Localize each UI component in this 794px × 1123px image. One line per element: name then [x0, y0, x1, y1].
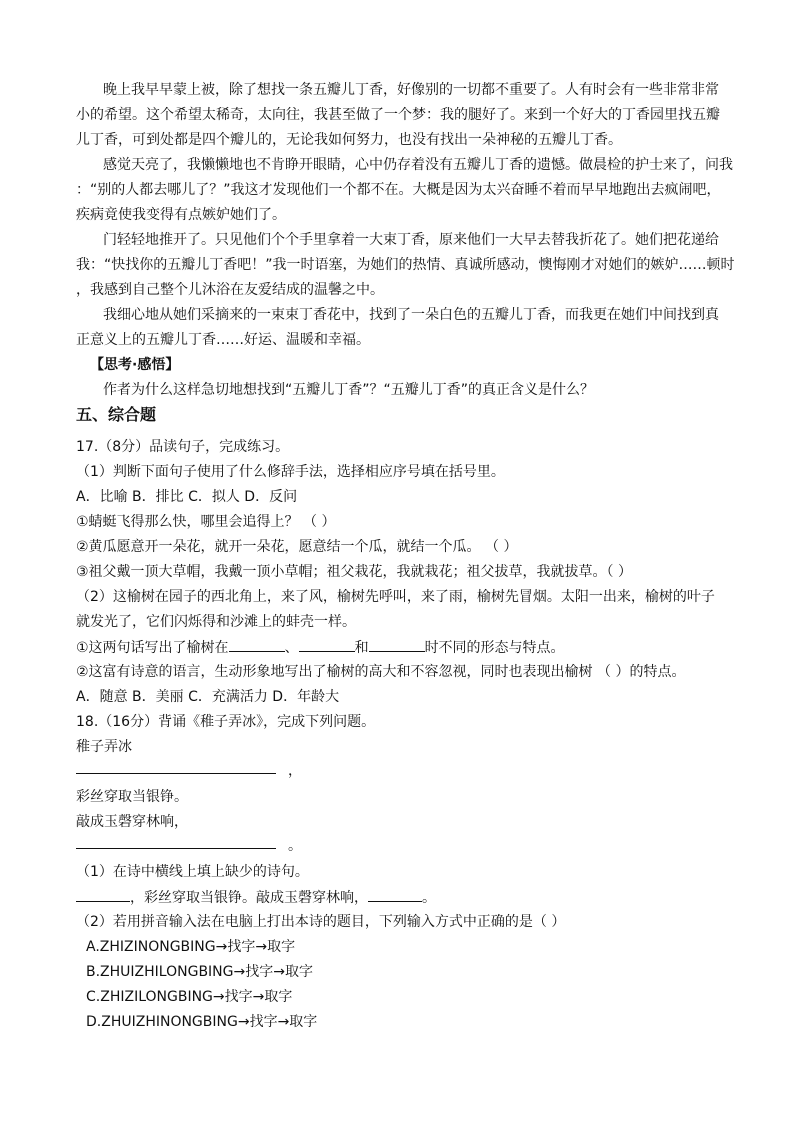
question-18-part1-fill: ，彩丝穿取当银铮。敲成玉磬穿林响， 。 — [76, 887, 436, 908]
passage-line: 我：“快找你的五瓣儿丁香吧！”我一时语塞，为她们的热情、真诚所感动，懊悔刚才对她们的嫉妒……顿时 — [76, 257, 735, 273]
answer-blank[interactable] — [369, 637, 425, 652]
passage-line: 我细心地从她们采摘来的一束束丁香花中，找到了一朵白色的五瓣儿丁香，而我更在她们中间找到真 — [103, 307, 719, 323]
question-17-sentence-1: ①蜻蜓飞得那么快，哪里会追得上？ （ ） — [76, 514, 336, 530]
question-17-part2-line1: （2）这榆树在园子的西北角上，来了风，榆树先呼叫，来了雨，榆树先冒烟。太阳一出来，榆树的叶子 — [76, 589, 715, 605]
question-17-blank-2-options: A．随意 B．美丽 C．充满活力 D．年龄大 — [76, 689, 340, 705]
poem-line-2: 彩丝穿取当银铮。 — [76, 789, 188, 805]
passage-line: 儿丁香，可到处都是四个瓣儿的，无论我如何努力，也没有找出一朵神秘的五瓣儿丁香。 — [76, 132, 622, 148]
question-17-blank-2: ②这富有诗意的语言，生动形象地写出了榆树的高大和不容忽视，同时也表现出榆树 （ ）的特点。 — [76, 664, 686, 680]
poem-title: 稚子弄冰 — [76, 739, 132, 755]
passage-line: 门轻轻地推开了。只见他们个个手里拿着一大束丁香，原来他们一大早去替我折花了。她们把花递给 — [103, 232, 719, 248]
poem-blank-line-1[interactable] — [76, 773, 276, 774]
question-17-sentence-3: ③祖父戴一顶大草帽，我戴一顶小草帽；祖父栽花，我就栽花；祖父拔草，我就拔草。（ ） — [76, 564, 632, 580]
section-title: 五、综合题 — [76, 405, 157, 424]
option-c: C.ZHIZILONGBING→找字→取字 — [86, 989, 293, 1005]
option-a: A.ZHIZINONGBING→找字→取字 — [86, 939, 296, 955]
passage-line: ，我感到自己整个儿沐浴在友爱结成的温馨之中。 — [76, 282, 384, 298]
answer-blank[interactable] — [299, 637, 355, 652]
poem-line1-punct: ， — [288, 763, 302, 779]
passage-line: 小的希望。这个希望太稀奇，太向往，我甚至做了一个梦：我的腿好了。来到一个好大的丁香园里找五瓣 — [76, 107, 720, 123]
reflect-label: 【思考·感悟】 — [90, 357, 180, 373]
question-17-part2-line2: 就发光了，它们闪烁得和沙滩上的蚌壳一样。 — [76, 614, 356, 630]
answer-blank[interactable] — [229, 637, 285, 652]
question-17-title: 17.（8分）品读句子，完成练习。 — [76, 439, 290, 455]
question-17-part1: （1）判断下面句子使用了什么修辞手法，选择相应序号填在括号里。 — [76, 464, 505, 480]
question-18-part1: （1）在诗中横线上填上缺少的诗句。 — [76, 864, 309, 880]
question-17-blank-1: ①这两句话写出了榆树在 、 和 时不同的形态与特点。 — [76, 637, 565, 658]
question-17-options: A．比喻 B．排比 C．拟人 D．反问 — [76, 489, 298, 505]
reflect-question: 作者为什么这样急切地想找到“五瓣儿丁香”？“五瓣儿丁香”的真正含义是什么？ — [103, 382, 595, 398]
question-17-sentence-2: ②黄瓜愿意开一朵花，就开一朵花，愿意结一个瓜，就结一个瓜。 （ ） — [76, 539, 518, 555]
poem-blank-line-4[interactable] — [76, 848, 276, 849]
answer-blank[interactable] — [76, 887, 130, 902]
passage-line: 疾病竟使我变得有点嫉妒她们了。 — [76, 207, 286, 223]
option-b: B.ZHUIZHILONGBING→找字→取字 — [86, 964, 313, 980]
passage-line: ：“别的人都去哪儿了？”我这才发现他们一个都不在。大概是因为太兴奋睡不着而早早地跑出去疯闹吧， — [76, 182, 721, 198]
passage-line: 感觉天亮了，我懒懒地也不肯睁开眼睛，心中仍存着没有五瓣儿丁香的遗憾。做晨检的护士来了，问我 — [103, 157, 733, 173]
question-18-part2: （2）若用拼音输入法在电脑上打出本诗的题目，下列输入方式中正确的是（ ） — [76, 914, 566, 930]
option-d: D.ZHUIZHINONGBING→找字→取字 — [86, 1014, 318, 1030]
passage-line: 正意义上的五瓣儿丁香……好运、温暖和幸福。 — [76, 332, 370, 348]
passage-line: 晚上我早早蒙上被，除了想找一条五瓣儿丁香，好像别的一切都不重要了。人有时会有一些非常非常 — [103, 82, 719, 98]
answer-blank[interactable] — [368, 887, 422, 902]
question-18-title: 18.（16分）背诵《稚子弄冰》，完成下列问题。 — [76, 714, 376, 730]
poem-line-3: 敲成玉磬穿林响， — [76, 814, 188, 830]
poem-line4-punct: 。 — [288, 838, 302, 854]
